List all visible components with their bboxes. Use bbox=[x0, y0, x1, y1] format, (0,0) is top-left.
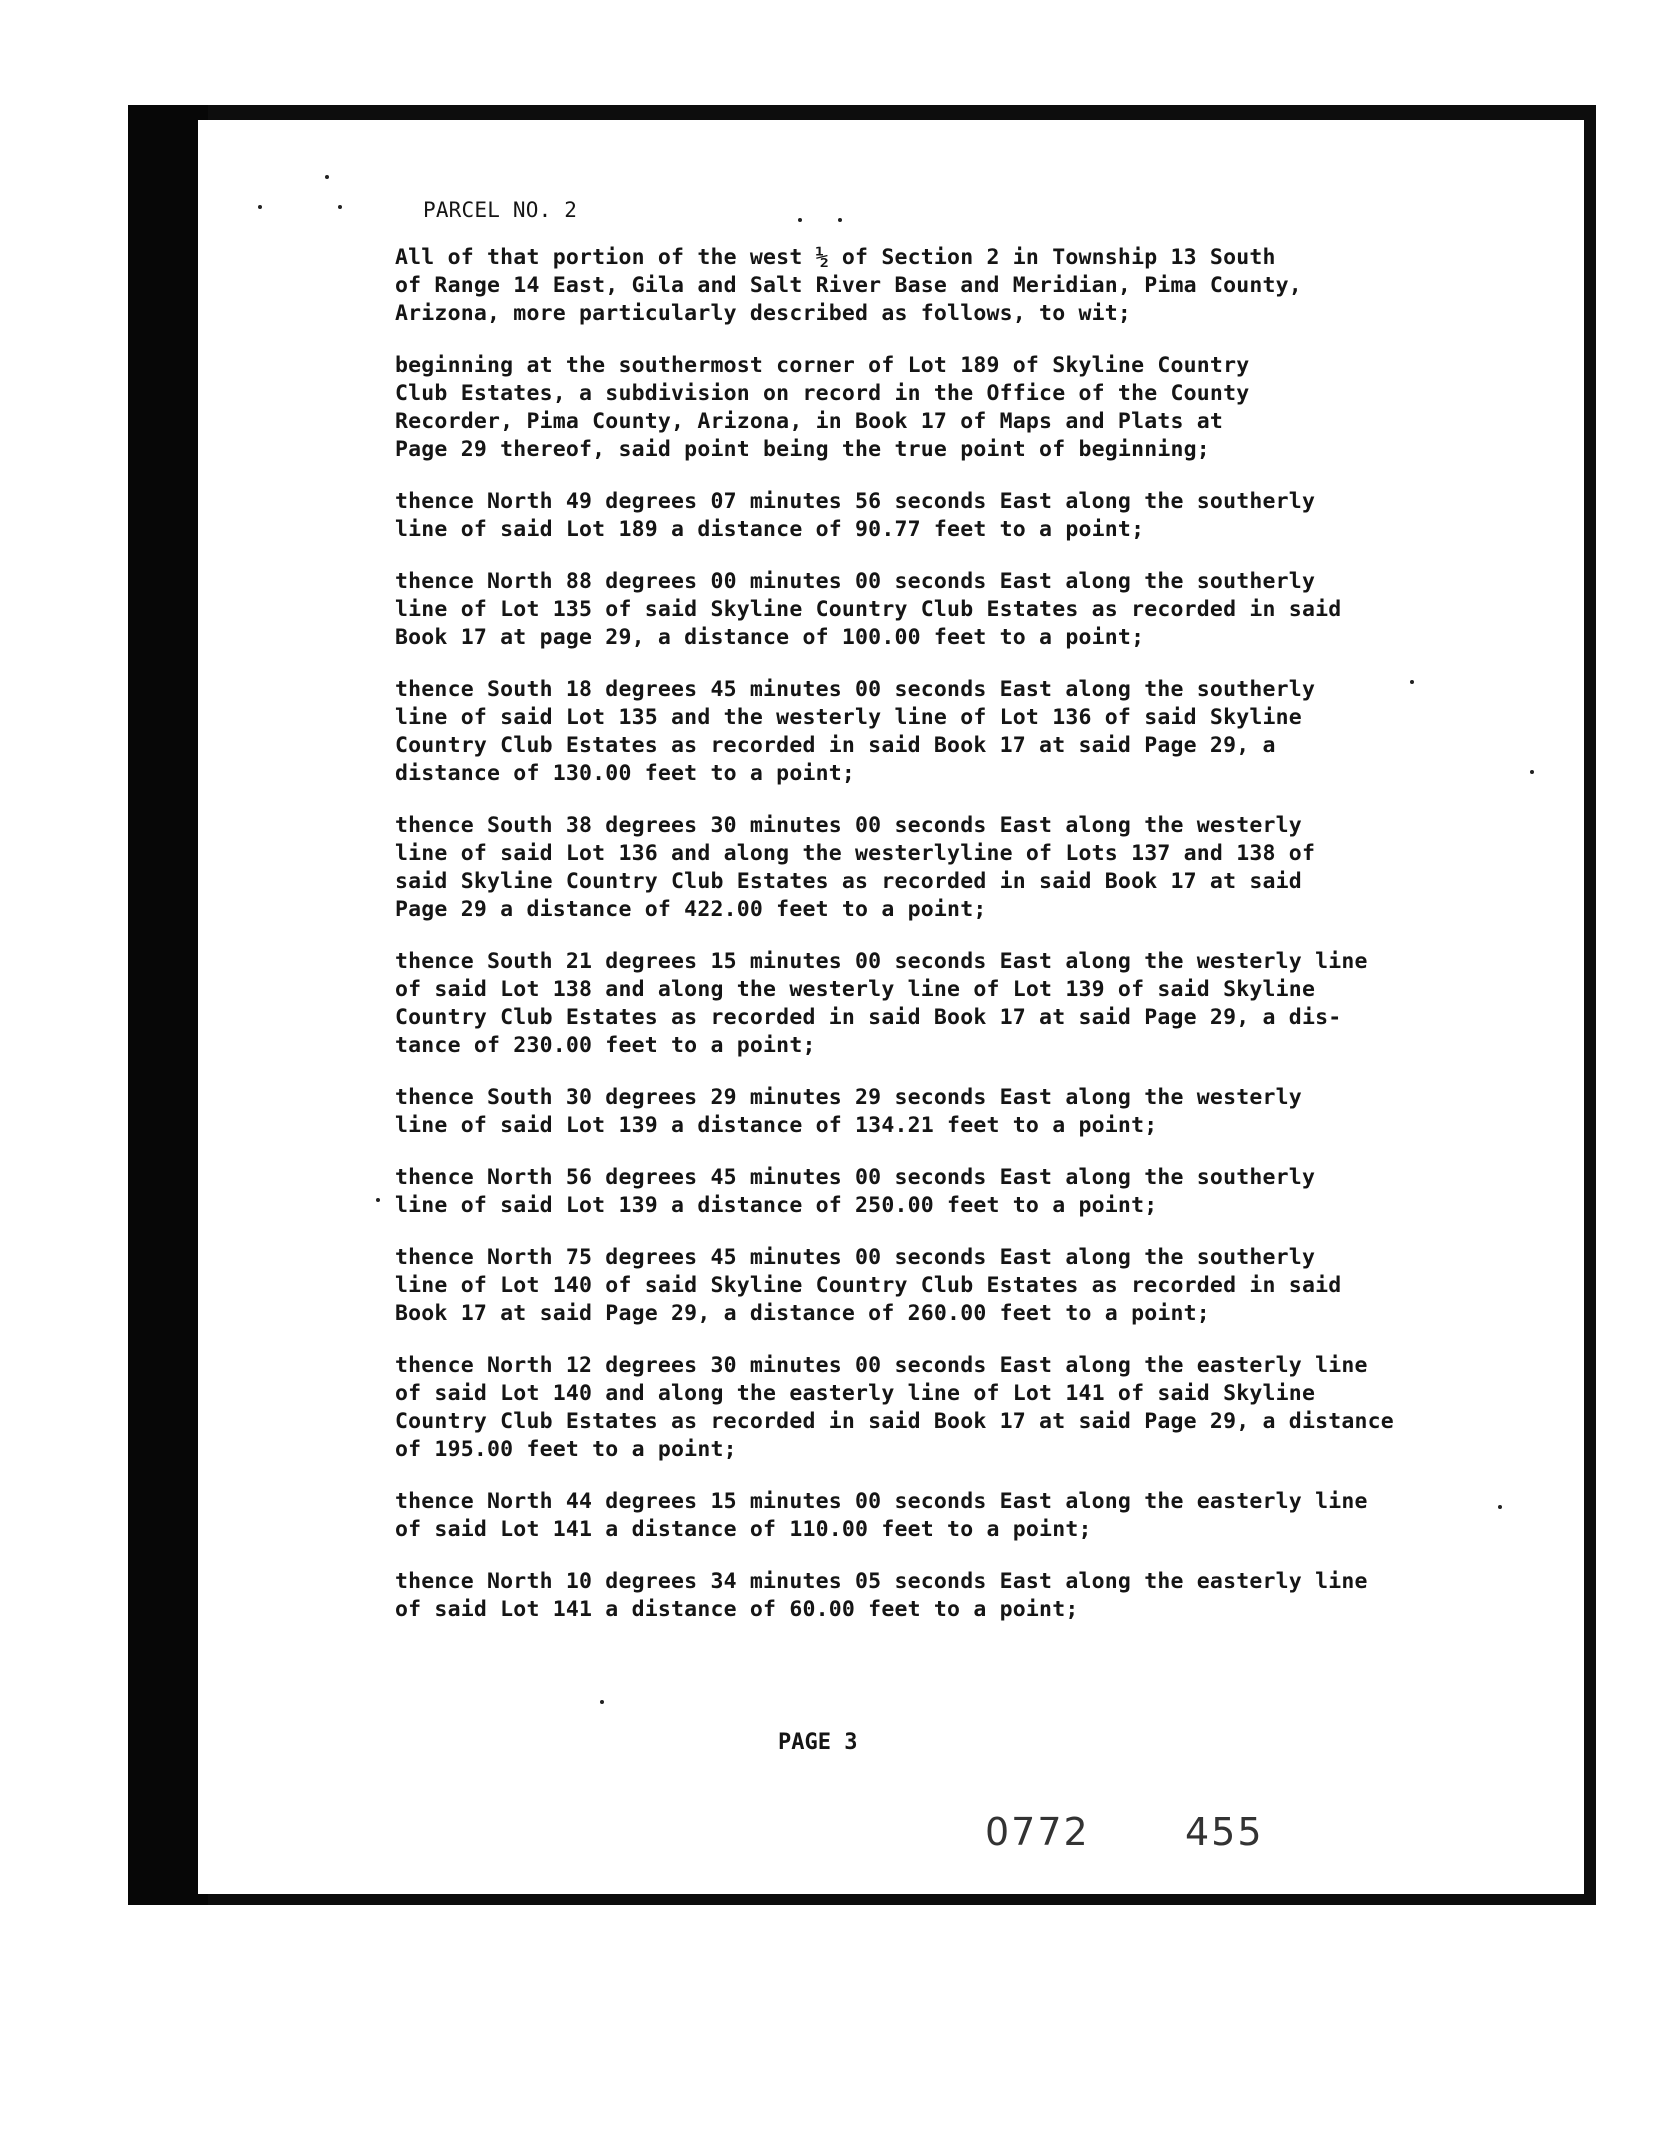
paragraph: thence South 21 degrees 15 minutes 00 seconds East along the westerly line of said Lot 138 and along the westerly line of Lot 139 of said Skyline Country Club Estates as recorded in said Book 17 at said Page 29, a dis- tance of 230.00 feet to a point; bbox=[395, 949, 1368, 1058]
paragraph: thence South 18 degrees 45 minutes 00 seconds East along the southerly line of said Lot 135 and the westerly line of Lot 136 of said Skyline Country Club Estates as recorded in said Book 17 at said Page 29, a distance of 130.00 feet to a point; bbox=[395, 677, 1316, 786]
paragraph: thence North 10 degrees 34 minutes 05 seconds East along the easterly line of said Lot 141 a distance of 60.00 feet to a point; bbox=[395, 1569, 1368, 1622]
scan-speck bbox=[1530, 770, 1534, 774]
recording-page-number: 455 bbox=[1185, 1810, 1264, 1854]
paragraph: thence North 49 degrees 07 minutes 56 seconds East along the southerly line of said Lot 189 a distance of 90.77 feet to a point; bbox=[395, 489, 1316, 542]
paragraph: thence North 56 degrees 45 minutes 00 seconds East along the southerly line of said Lot 139 a distance of 250.00 feet to a point; bbox=[395, 1165, 1316, 1218]
scan-speck bbox=[1498, 1505, 1502, 1509]
paragraph: All of that portion of the west ½ of Section 2 in Township 13 South of Range 14 East, Gila and Salt River Base and Meridian, Pima County, Arizona, more particularly described as follows, to wit; bbox=[395, 245, 1302, 326]
scan-speck bbox=[376, 1198, 380, 1202]
scan-border-left-edge bbox=[128, 105, 208, 1905]
scan-speck bbox=[338, 205, 342, 209]
paragraph: thence North 12 degrees 30 minutes 00 seconds East along the easterly line of said Lot 140 and along the easterly line of Lot 141 of said Skyline Country Club Estates as recorded in said Book 17 at said Page 29, a distance of 195.00 feet to a point; bbox=[395, 1353, 1394, 1462]
document-body bbox=[395, 196, 1465, 1648]
scan-speck bbox=[325, 175, 329, 179]
paragraph: thence North 88 degrees 00 minutes 00 seconds East along the southerly line of Lot 135 of said Skyline Country Club Estates as recorded in said Book 17 at page 29, a distance of 100.00 feet to a point; bbox=[395, 569, 1342, 650]
paragraph: thence North 75 degrees 45 minutes 00 seconds East along the southerly line of Lot 140 of said Skyline Country Club Estates as recorded in said Book 17 at said Page 29, a distance of 260.00 feet to a point; bbox=[395, 1245, 1342, 1326]
scan-speck bbox=[258, 205, 262, 209]
recording-book-number: 0772 bbox=[985, 1810, 1090, 1854]
paragraph: thence North 44 degrees 15 minutes 00 seconds East along the easterly line of said Lot 141 a distance of 110.00 feet to a point; bbox=[395, 1489, 1368, 1542]
page-number: PAGE 3 bbox=[778, 1730, 858, 1755]
paragraph: thence South 38 degrees 30 minutes 00 seconds East along the westerly line of said Lot 136 and along the westerlyline of Lots 137 and 138 of said Skyline Country Club Estates as recorded in said Book 17 at said Page 29 a distance of 422.00 feet to a point; bbox=[395, 813, 1316, 922]
scan-speck bbox=[600, 1700, 604, 1704]
paragraph: thence South 30 degrees 29 minutes 29 seconds East along the westerly line of said Lot 139 a distance of 134.21 feet to a point; bbox=[395, 1085, 1302, 1138]
paragraph: beginning at the southermost corner of Lot 189 of Skyline Country Club Estates, a subdivision on record in the Office of the County Recorder, Pima County, Arizona, in Book 17 of Maps and Plats at Page 29 thereof, said point being the true point of beginning; bbox=[395, 353, 1250, 462]
parcel-heading: PARCEL NO. 2 bbox=[423, 198, 578, 222]
